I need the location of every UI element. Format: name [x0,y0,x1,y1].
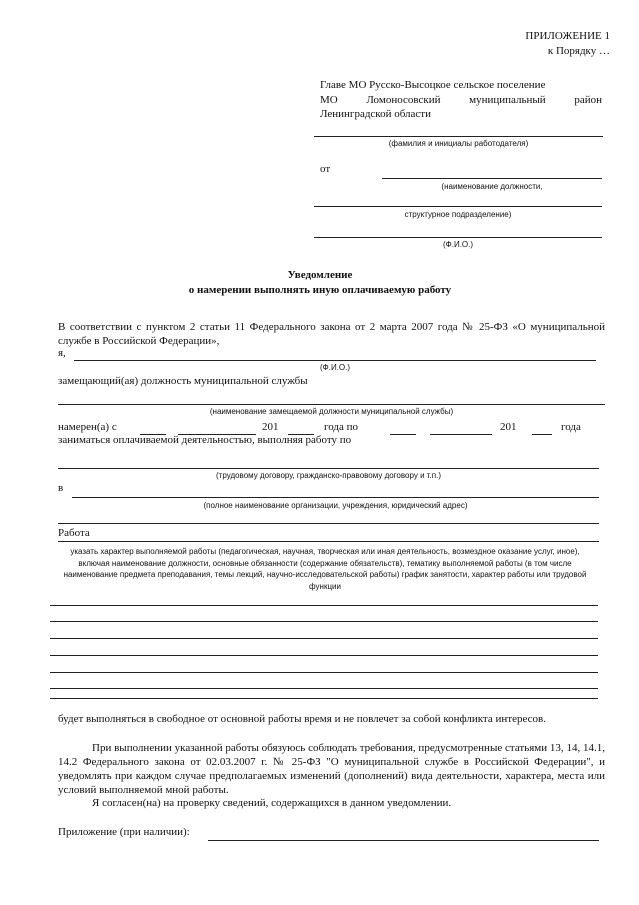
addressee-line-3: Ленинградской области [320,108,431,120]
work-detail-line-4 [50,655,598,656]
document-subtitle: о намерении выполнять иную оплачиваемую работу [188,284,452,296]
end-year-prefix: 201 [500,421,517,433]
applicant-fio-line [314,237,602,238]
position-text: замещающий(ая) должность муниципальной службы [58,375,308,387]
in-label: в [58,482,64,494]
work-detail-line-7 [50,698,598,699]
held-position-line [58,404,605,405]
held-position-caption: (наименование замещаемой должности муниципальной службы) [209,407,454,416]
document-title: Уведомление [287,269,353,281]
appendix-reference: к Порядку … [547,45,610,57]
employer-caption: (фамилия и инициалы работодателя) [388,139,529,148]
organization-line [72,497,599,498]
free-time-paragraph: будет выполняться в свободное от основной работы время и не повлечет за собой конфликта интересов. [58,713,546,725]
addressee-line-1: Главе МО Русско-Высоцкое сельское поселение [320,79,546,91]
organization-caption: (полное наименование организации, учреждения, юридический адрес) [203,501,468,510]
position-line [382,178,602,179]
position-caption: (наименование должности, [441,182,543,191]
work-detail-line-6 [50,688,598,689]
applicant-fio-caption: (Ф.И.О.) [442,240,474,249]
work-caption: указать характер выполняемой работы (педагогическая, научная, творческая или иная деятельность, возмездное оказание услуг, иное), включая наименование должности, основные обязанности (содержание обязательств), тематику выполняемой работы (в том числе наименование предмета преподавания, темы лекций, научно-исследовательской работы) график занятости, характер работы или трудовой функции [63,547,587,591]
engage-text: заниматься оплачиваемой деятельностью, выполняя работу по [58,434,352,446]
department-line [314,206,602,207]
fio-caption: (Ф.И.О.) [319,363,351,372]
from-label: от [320,163,331,175]
work-detail-line-2 [50,621,598,622]
work-top-line [58,523,599,524]
obligation-paragraph: При выполнении указанной работы обязуюсь соблюдать требования, предусмотренные статьями 13, 14, 14.1, 14.2 Федерального закона от 02.03.2007 г. № 25-ФЗ "О муниципальной службе в Российской Федерации", и уведомлять при каждом случае предполагаемых изменений (дополнений) вида деятельности, характера, места или условий выполняемой мной работы. [58,742,605,796]
work-line [58,541,599,542]
intend-label: намерен(а) с [58,421,117,433]
addressee-line-2: МО Ломоносовский муниципальный район [320,94,602,106]
end-year-line [532,434,552,435]
work-detail-line-5 [50,672,598,673]
till-label: года по [324,421,359,433]
work-detail-line-1 [50,605,598,606]
work-detail-line-3 [50,638,598,639]
contract-caption: (трудовому договору, гражданско-правовому договору и т.п.) [216,471,441,480]
consent-paragraph: Я согласен(на) на проверку сведений, содержащихся в данном уведомлении. [92,797,452,809]
end-day-line [390,434,416,435]
end-month-line [430,434,492,435]
attachment-line [208,840,599,841]
ya-label: я, [58,347,66,359]
fio-line [74,360,596,361]
employer-name-line [314,136,603,137]
start-year-prefix: 201 [262,421,279,433]
appendix-label: ПРИЛОЖЕНИЕ 1 [525,30,610,42]
department-caption: структурное подразделение) [404,210,512,219]
year-suffix: года [561,421,581,433]
attachment-label: Приложение (при наличии): [58,826,190,838]
intro-paragraph: В соответствии с пунктом 2 статьи 11 Федерального закона от 2 марта 2007 года № 25-ФЗ «О муниципальной службе в Российской Федерации», [58,321,605,347]
contract-line [58,468,599,469]
work-label: Работа [58,527,90,539]
